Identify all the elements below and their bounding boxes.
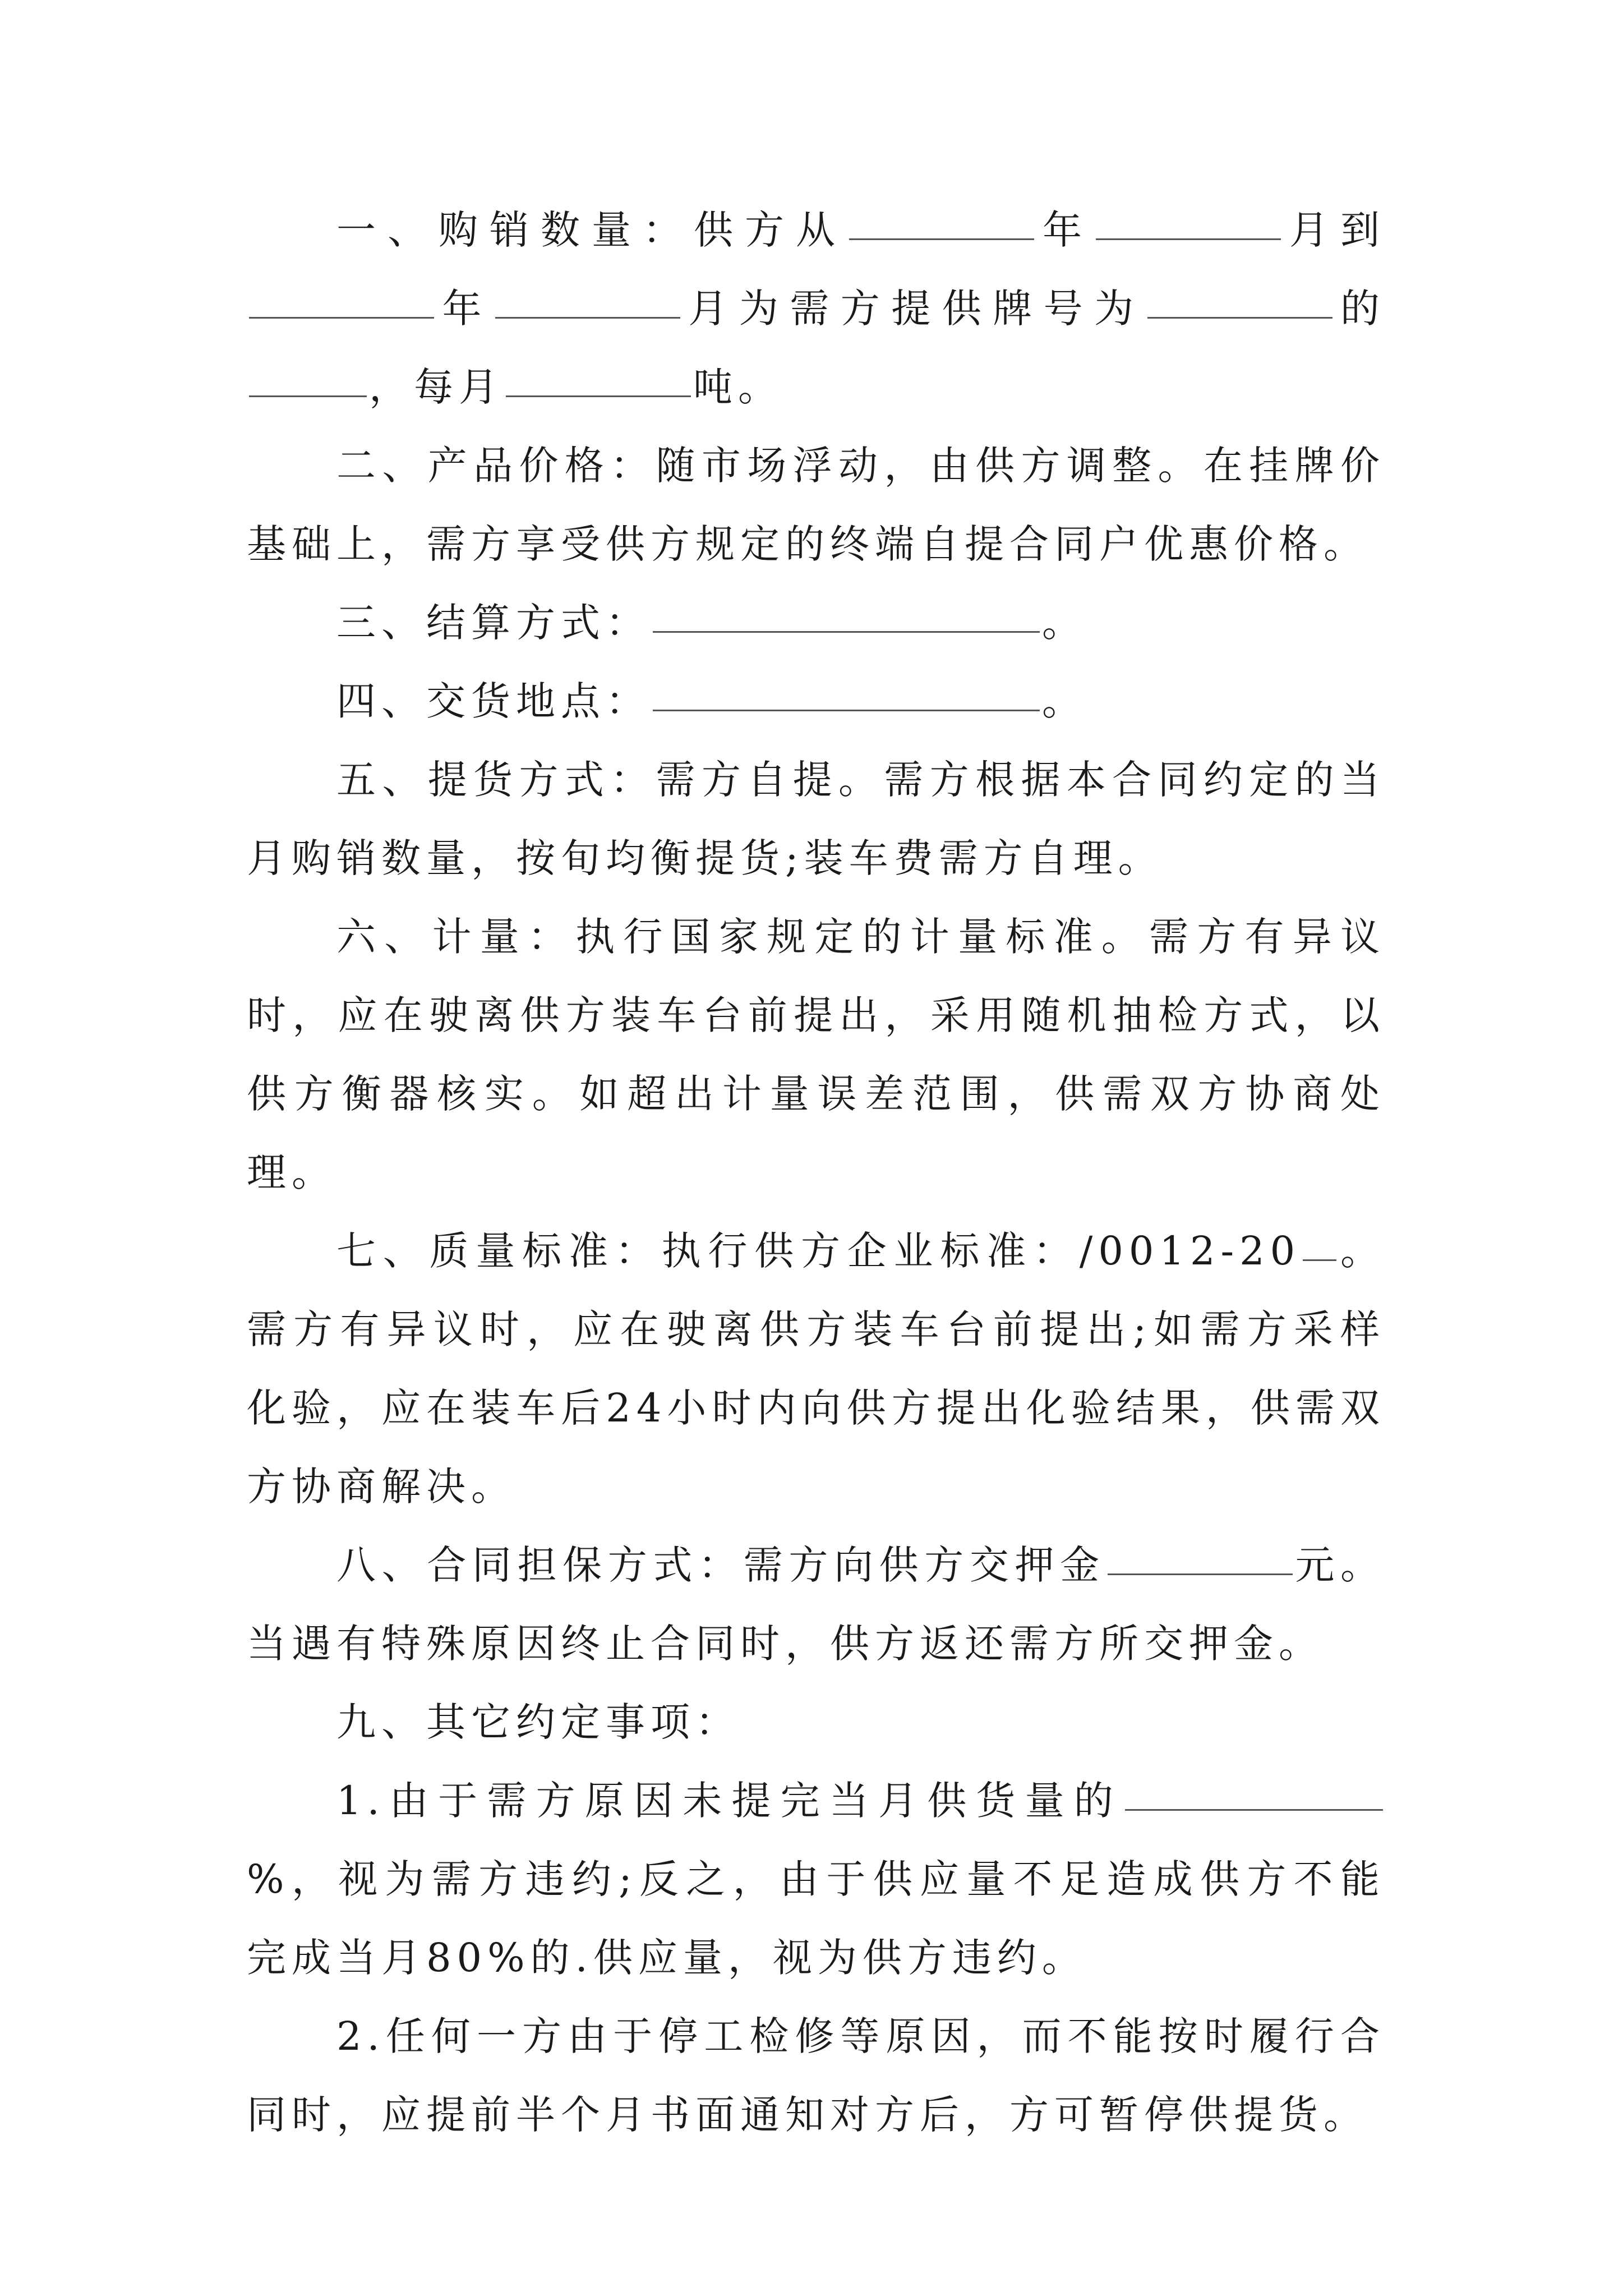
clause-measurement: 六、计量：执行国家规定的计量标准。需方有异议时，应在驶离供方装车台前提出，采用随机抽检方式，以供方衡器核实。如超出计量误差范围，供需双方协商处理。 — [247, 914, 1385, 1195]
clause-text: 年 — [1036, 207, 1094, 253]
blank-settlement — [653, 592, 1040, 633]
blank-start-year — [849, 199, 1034, 240]
clause-product-price: 二、产品价格：随市场浮动，由供方调整。在挂牌价基础上，需方享受供方规定的终端自提合同户优惠价格。 — [247, 443, 1385, 567]
blank-standard-year — [1303, 1220, 1336, 1261]
clause-text: 年 — [436, 286, 493, 332]
clause-text: 月为需方提供牌号为 — [682, 286, 1145, 332]
clause-pickup-method: 五、提货方式：需方自提。需方根据本合同约定的当月购销数量，按旬均衡提货;装车费需方自理。 — [247, 757, 1385, 881]
blank-end-year — [249, 278, 434, 319]
clause-delivery-location — [247, 662, 1385, 740]
blank-deposit-amount — [1108, 1534, 1293, 1575]
clause-other-term-2: 2.任何一方由于停工检修等原因，而不能按时履行合同时，应提前半个月书面通知对方后，方可暂停供提货。 — [247, 2013, 1385, 2138]
clause-text: ，每月 — [369, 364, 504, 410]
clause-settlement-method — [247, 583, 1385, 662]
clause-text: 。 — [1042, 600, 1087, 646]
clause-other-term-1 — [247, 1761, 1385, 1997]
clause-text: 的 — [1334, 286, 1386, 332]
clause-guarantee — [247, 1526, 1385, 1683]
blank-start-month — [1096, 199, 1281, 240]
clause-text: 四、交货地点： — [336, 678, 651, 724]
clause-text: 。需方有异议时，应在驶离供方装车台前提出;如需方采样化验，应在装车后24小时内向供方提出化验结果，供需双方协商解决。 — [247, 1228, 1385, 1510]
clause-text: 三、结算方式： — [336, 600, 651, 646]
clause-text: 八、合同担保方式：需方向供方交押金 — [336, 1542, 1105, 1588]
blank-product — [249, 356, 367, 397]
clause-text: %，视为需方违约;反之，由于供应量不足造成供方不能完成当月80%的.供应量，视为供方违约。 — [247, 1856, 1385, 1981]
clause-text: 月到 — [1283, 207, 1385, 253]
blank-monthly-tons — [506, 356, 691, 397]
clause-text: 吨。 — [693, 364, 783, 410]
clause-text: 七、质量标准：执行供方企业标准：/0012-20 — [336, 1228, 1301, 1274]
blank-percentage — [1125, 1770, 1383, 1811]
clause-other-terms-heading: 九、其它约定事项： — [336, 1699, 740, 1745]
blank-brand-number — [1147, 278, 1332, 319]
clause-quality-standard — [247, 1212, 1385, 1526]
blank-end-month — [495, 278, 680, 319]
clause-text: 。 — [1042, 678, 1087, 724]
clause-purchase-quantity — [247, 191, 1385, 426]
clause-text: 1.由于需方原因未提完当月供货量的 — [336, 1778, 1123, 1824]
blank-delivery-location — [653, 670, 1040, 711]
clause-text: 元。当遇有特殊原因终止合同时，供方返还需方所交押金。 — [247, 1542, 1386, 1667]
clause-text: 一、购销数量：供方从 — [336, 207, 847, 253]
contract-body — [247, 191, 1385, 2154]
